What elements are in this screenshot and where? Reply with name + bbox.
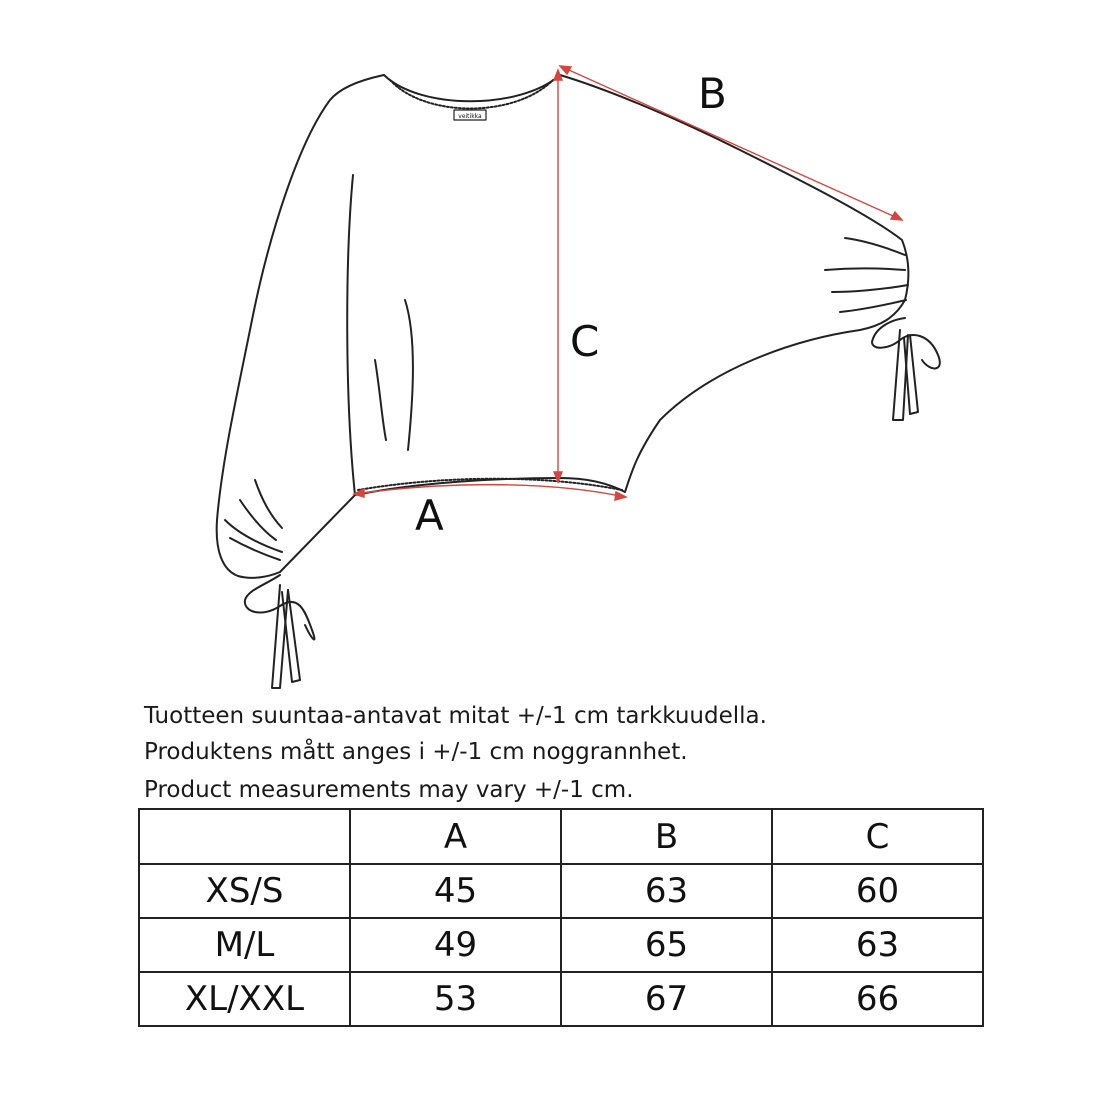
measure-line-b xyxy=(560,66,902,220)
neckline xyxy=(384,75,560,101)
table-header-row xyxy=(139,809,983,864)
cuff-gather xyxy=(840,300,906,312)
cuff-gather xyxy=(832,285,908,292)
value-cell-a: 45 xyxy=(350,864,561,918)
left-sleeve-seam xyxy=(347,175,355,495)
value-cell-c: 60 xyxy=(772,864,983,918)
value-cell-b: 65 xyxy=(561,918,772,972)
note-swedish: Produktens mått anges i +/-1 cm noggrannhet. xyxy=(144,739,688,765)
label-a: A xyxy=(415,491,444,540)
table-corner-cell xyxy=(139,809,350,864)
cuff-gather xyxy=(225,520,282,552)
value-cell-a: 53 xyxy=(350,972,561,1026)
arrowhead xyxy=(615,492,626,500)
cuff-gather xyxy=(845,238,905,255)
garment-outline xyxy=(217,75,909,578)
cuff-gather xyxy=(825,269,905,271)
neck-label-text: veitikka xyxy=(458,113,482,120)
measure-line-a xyxy=(355,485,625,497)
measurement-lines xyxy=(354,66,902,500)
size-table xyxy=(138,808,984,1027)
size-cell: XL/XXL xyxy=(139,972,350,1026)
note-finnish: Tuotteen suuntaa-antavat mitat +/-1 cm tarkkuudella. xyxy=(144,703,767,729)
value-cell-c: 66 xyxy=(772,972,983,1026)
column-header-a: A xyxy=(350,809,561,864)
label-b: B xyxy=(698,69,727,118)
table-row xyxy=(139,972,983,1026)
note-english: Product measurements may vary +/-1 cm. xyxy=(144,777,634,803)
size-cell: XS/S xyxy=(139,864,350,918)
arrowhead xyxy=(560,66,571,74)
value-cell-c: 63 xyxy=(772,918,983,972)
value-cell-b: 63 xyxy=(561,864,772,918)
column-header-c: C xyxy=(772,809,983,864)
arrowhead xyxy=(891,212,902,220)
value-cell-b: 67 xyxy=(561,972,772,1026)
column-header-b: B xyxy=(561,809,772,864)
neck-rib xyxy=(390,80,553,109)
fold-line xyxy=(375,360,386,440)
fold-line xyxy=(405,300,413,450)
size-cell: M/L xyxy=(139,918,350,972)
right-tie xyxy=(904,335,918,414)
label-c: C xyxy=(570,317,600,366)
value-cell-a: 49 xyxy=(350,918,561,972)
left-tie xyxy=(272,585,288,688)
table-row xyxy=(139,864,983,918)
table-row xyxy=(139,918,983,972)
cuff-gather xyxy=(240,500,276,540)
cuff-gather xyxy=(255,480,282,528)
